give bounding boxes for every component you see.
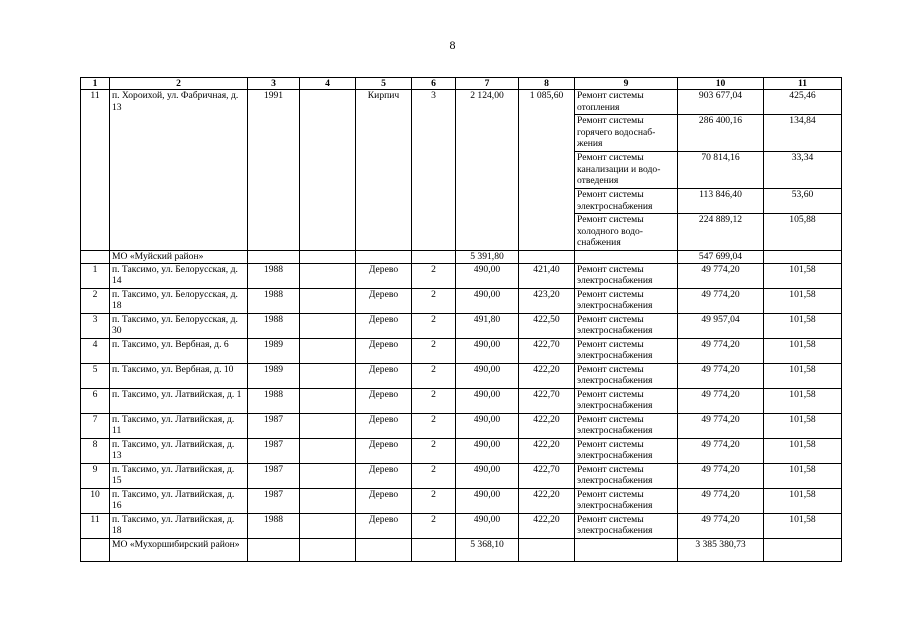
cost-cell: 903 677,04 (678, 90, 764, 115)
address-cell: п. Таксимо, ул. Латвийская, д. 1 (110, 388, 248, 413)
address-cell: п. Таксимо, ул. Белорусская, д. 30 (110, 313, 248, 338)
cost-per-m2-cell: 101,58 (764, 338, 842, 363)
cost-per-m2-cell: 105,88 (764, 214, 842, 251)
address-cell: п. Таксимо, ул. Латвийская, д. 18 (110, 513, 248, 538)
floors-cell: 2 (412, 513, 456, 538)
area-total-cell: 490,00 (456, 288, 519, 313)
floors-cell: 2 (412, 263, 456, 288)
material-cell: Кирпич (356, 90, 412, 251)
area-living-cell: 422,20 (519, 363, 575, 388)
work-type-cell: Ремонт системы отопления (575, 90, 678, 115)
table-row (81, 413, 842, 438)
work-type-cell: Ремонт системы электроснабжения (575, 263, 678, 288)
cost-cell: 49 774,20 (678, 513, 764, 538)
cost-cell: 49 774,20 (678, 338, 764, 363)
cost-cell: 49 774,20 (678, 263, 764, 288)
year-cell: 1988 (248, 513, 300, 538)
year-cell: 1988 (248, 388, 300, 413)
material-cell: Дерево (356, 488, 412, 513)
header-row (81, 78, 842, 90)
year-cell: 1987 (248, 413, 300, 438)
row-number: 1 (81, 263, 110, 288)
empty-cell (300, 90, 356, 251)
total-cost-cell: 547 699,04 (678, 251, 764, 264)
year-cell: 1989 (248, 363, 300, 388)
area-total-cell: 490,00 (456, 363, 519, 388)
address-cell: п. Таксимо, ул. Латвийская, д. 16 (110, 488, 248, 513)
cost-cell: 49 774,20 (678, 438, 764, 463)
floors-cell: 2 (412, 488, 456, 513)
table-row (81, 513, 842, 538)
column-header: 9 (575, 78, 678, 90)
table-row (81, 463, 842, 488)
work-type-cell: Ремонт системы электроснабжения (575, 313, 678, 338)
cost-per-m2-cell: 53,60 (764, 189, 842, 214)
cost-cell: 70 814,16 (678, 152, 764, 189)
material-cell: Дерево (356, 438, 412, 463)
work-type-cell: Ремонт системы электроснабжения (575, 363, 678, 388)
total-area-cell: 5 391,80 (456, 251, 519, 264)
cost-cell: 49 774,20 (678, 413, 764, 438)
subtotal-row (81, 251, 842, 264)
material-cell: Дерево (356, 313, 412, 338)
row-number: 4 (81, 338, 110, 363)
cost-per-m2-cell: 101,58 (764, 288, 842, 313)
floors-cell: 2 (412, 363, 456, 388)
column-header: 1 (81, 78, 110, 90)
area-total-cell: 490,00 (456, 488, 519, 513)
cost-per-m2-cell: 101,58 (764, 413, 842, 438)
empty-cell (300, 313, 356, 338)
year-cell: 1988 (248, 288, 300, 313)
table-row (81, 388, 842, 413)
material-cell: Дерево (356, 288, 412, 313)
row-number: 8 (81, 438, 110, 463)
address-cell: п. Таксимо, ул. Латвийская, д. 13 (110, 438, 248, 463)
total-cost-cell: 3 385 380,73 (678, 538, 764, 561)
material-cell: Дерево (356, 388, 412, 413)
floors-cell: 2 (412, 463, 456, 488)
column-header: 2 (110, 78, 248, 90)
row-number: 7 (81, 413, 110, 438)
year-cell: 1989 (248, 338, 300, 363)
area-living-cell: 422,20 (519, 488, 575, 513)
repair-register-table (80, 77, 842, 562)
area-total-cell: 490,00 (456, 338, 519, 363)
total-area-cell: 5 368,10 (456, 538, 519, 561)
cost-cell: 224 889,12 (678, 214, 764, 251)
area-living-cell: 423,20 (519, 288, 575, 313)
column-header: 3 (248, 78, 300, 90)
address-cell: п. Таксимо, ул. Вербная, д. 10 (110, 363, 248, 388)
address-cell: п. Таксимо, ул. Белорусская, д. 18 (110, 288, 248, 313)
row-number: 5 (81, 363, 110, 388)
work-type-cell: Ремонт системы электроснабжения (575, 463, 678, 488)
empty-cell (300, 463, 356, 488)
table-row (81, 288, 842, 313)
empty-cell (300, 338, 356, 363)
address-cell: п. Таксимо, ул. Латвийская, д. 15 (110, 463, 248, 488)
area-living-cell: 422,70 (519, 388, 575, 413)
area-total-cell: 2 124,00 (456, 90, 519, 251)
table-row (81, 338, 842, 363)
work-type-cell: Ремонт системы горячего водоснаб-жения (575, 115, 678, 152)
floors-cell: 3 (412, 90, 456, 251)
cost-cell: 113 846,40 (678, 189, 764, 214)
floors-cell: 2 (412, 313, 456, 338)
address-cell: п. Таксимо, ул. Латвийская, д. 11 (110, 413, 248, 438)
work-type-cell: Ремонт системы электроснабжения (575, 338, 678, 363)
municipality-name: МО «Муйский район» (110, 251, 248, 264)
table-row (81, 263, 842, 288)
work-type-cell: Ремонт системы электроснабжения (575, 189, 678, 214)
empty-cell (300, 263, 356, 288)
year-cell: 1987 (248, 488, 300, 513)
floors-cell: 2 (412, 388, 456, 413)
floors-cell: 2 (412, 413, 456, 438)
floors-cell: 2 (412, 438, 456, 463)
address-cell: п. Таксимо, ул. Вербная, д. 6 (110, 338, 248, 363)
work-type-cell: Ремонт системы электроснабжения (575, 438, 678, 463)
area-total-cell: 490,00 (456, 263, 519, 288)
work-type-cell: Ремонт системы электроснабжения (575, 288, 678, 313)
address-cell: п. Таксимо, ул. Белорусская, д. 14 (110, 263, 248, 288)
cost-per-m2-cell: 101,58 (764, 388, 842, 413)
municipality-name: МО «Мухоршибирский район» (110, 538, 248, 561)
table-row (81, 438, 842, 463)
work-type-cell: Ремонт системы электроснабжения (575, 413, 678, 438)
year-cell: 1987 (248, 463, 300, 488)
material-cell: Дерево (356, 338, 412, 363)
cost-per-m2-cell: 33,34 (764, 152, 842, 189)
row-number: 3 (81, 313, 110, 338)
year-cell: 1988 (248, 263, 300, 288)
column-header: 11 (764, 78, 842, 90)
cost-per-m2-cell: 101,58 (764, 263, 842, 288)
floors-cell: 2 (412, 288, 456, 313)
area-total-cell: 490,00 (456, 513, 519, 538)
page-number: 8 (449, 38, 456, 52)
area-living-cell: 1 085,60 (519, 90, 575, 251)
empty-cell (300, 413, 356, 438)
work-type-cell: Ремонт системы канализации и водо-отведения (575, 152, 678, 189)
year-cell: 1991 (248, 90, 300, 251)
area-living-cell: 422,50 (519, 313, 575, 338)
material-cell: Дерево (356, 263, 412, 288)
column-header: 4 (300, 78, 356, 90)
column-header: 7 (456, 78, 519, 90)
cost-cell: 49 774,20 (678, 463, 764, 488)
cost-cell: 49 774,20 (678, 288, 764, 313)
empty-cell (300, 288, 356, 313)
empty-cell (300, 388, 356, 413)
area-living-cell: 422,70 (519, 338, 575, 363)
cost-cell: 49 774,20 (678, 363, 764, 388)
area-total-cell: 490,00 (456, 438, 519, 463)
work-type-cell: Ремонт системы холодного водо-снабжения (575, 214, 678, 251)
column-header: 10 (678, 78, 764, 90)
row-number: 11 (81, 90, 110, 251)
cost-cell: 286 400,16 (678, 115, 764, 152)
area-living-cell: 422,20 (519, 413, 575, 438)
table-row (81, 90, 842, 115)
area-total-cell: 491,80 (456, 313, 519, 338)
material-cell: Дерево (356, 413, 412, 438)
row-number: 2 (81, 288, 110, 313)
area-living-cell: 422,20 (519, 438, 575, 463)
work-type-cell: Ремонт системы электроснабжения (575, 513, 678, 538)
cost-per-m2-cell: 101,58 (764, 488, 842, 513)
column-header: 5 (356, 78, 412, 90)
material-cell: Дерево (356, 463, 412, 488)
empty-cell (300, 363, 356, 388)
row-number: 9 (81, 463, 110, 488)
area-living-cell: 422,70 (519, 463, 575, 488)
area-living-cell: 422,20 (519, 513, 575, 538)
column-header: 6 (412, 78, 456, 90)
table-row (81, 363, 842, 388)
table-row (81, 313, 842, 338)
table-row (81, 488, 842, 513)
material-cell: Дерево (356, 513, 412, 538)
empty-cell (300, 513, 356, 538)
cost-per-m2-cell: 101,58 (764, 438, 842, 463)
year-cell: 1988 (248, 313, 300, 338)
year-cell: 1987 (248, 438, 300, 463)
cost-per-m2-cell: 101,58 (764, 363, 842, 388)
cost-cell: 49 957,04 (678, 313, 764, 338)
subtotal-row (81, 538, 842, 561)
work-type-cell: Ремонт системы электроснабжения (575, 388, 678, 413)
empty-cell (300, 438, 356, 463)
cost-per-m2-cell: 101,58 (764, 513, 842, 538)
area-total-cell: 490,00 (456, 413, 519, 438)
row-number: 10 (81, 488, 110, 513)
floors-cell: 2 (412, 338, 456, 363)
cost-cell: 49 774,20 (678, 488, 764, 513)
cost-per-m2-cell: 134,84 (764, 115, 842, 152)
address-cell: п. Хороихой, ул. Фабричная, д. 13 (110, 90, 248, 251)
area-living-cell: 421,40 (519, 263, 575, 288)
row-number: 6 (81, 388, 110, 413)
row-number: 11 (81, 513, 110, 538)
material-cell: Дерево (356, 363, 412, 388)
area-total-cell: 490,00 (456, 463, 519, 488)
empty-cell (300, 488, 356, 513)
cost-per-m2-cell: 101,58 (764, 313, 842, 338)
cost-per-m2-cell: 101,58 (764, 463, 842, 488)
cost-per-m2-cell: 425,46 (764, 90, 842, 115)
area-total-cell: 490,00 (456, 388, 519, 413)
column-header: 8 (519, 78, 575, 90)
work-type-cell: Ремонт системы электроснабжения (575, 488, 678, 513)
cost-cell: 49 774,20 (678, 388, 764, 413)
